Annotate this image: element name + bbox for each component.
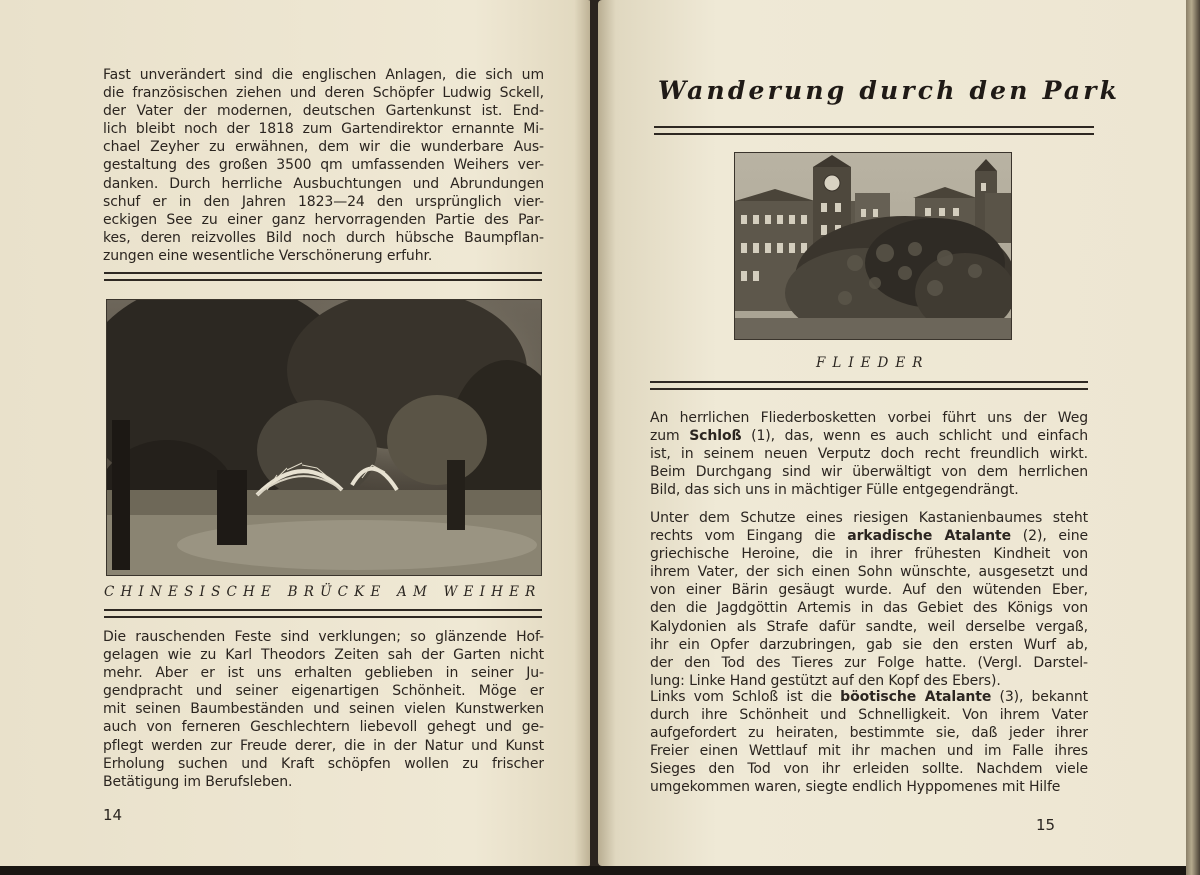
text-line: den die Jagdgöttin Artemis in das Gebiet des Königs von [650,600,1088,617]
text-line: chael Zeyher zu erwähnen, dem wir die wunderbare Aus- [103,139,544,156]
text-line: Freier einen Wettlauf mit ihr machen und im Falle ihres [650,743,1088,760]
text-line: Die rauschenden Feste sind verklungen; so glänzende Hof- [103,629,544,645]
right-photo-caption: FLIEDER [816,355,930,371]
text-line: gendpracht und seiner eigenartigen Schönheit. Möge er [103,683,544,700]
text-line: ihrem Vater, der sich einen Sohn wünschte, ausgesetzt und [650,564,1088,581]
left-page [0,0,592,866]
right-divider-bottom [650,381,1088,390]
text-line: der den Tod des Tieres zur Folge hatte. (Vergl. Darstel- [650,654,1088,671]
text-line: schuf er in den Jahren 1823—24 den ursprünglich vier- [103,193,544,210]
photo-flieder [734,152,1012,340]
text-line: umgekommen waren, siegte endlich Hyppomenes mit Hilfe [650,779,1061,796]
text-line: lich bleibt noch der 1818 zum Gartendirektor ernannte Mi- [103,121,544,138]
text-line: zungen eine wesentliche Verschönerung erfuhr. [103,247,433,264]
text-line: auch von ferneren Geschlechtern liebevoll gehegt und ge- [103,719,544,736]
right-paragraph-3 [650,688,1088,797]
left-divider-top [104,272,542,281]
text-line: der Vater der modernen, deutschen Gartenkunst ist. End- [103,103,544,120]
text-line: An herrlichen Fliederbosketten vorbei führt uns der Weg [650,410,1088,426]
left-photo-caption: CHINESISCHE BRÜCKE AM WEIHER [104,584,542,600]
text-line: Erholung suchen und Kraft schöpfen wollen zu frischer [103,755,544,772]
text-line: von einer Bärin gesäugt wurde. Auf den wütenden Eber, [650,582,1088,599]
text-line: ihr ein Opfer darzubringen, gab sie den ersten Wurf ab, [650,636,1088,653]
text-line: Bild, das sich uns in mächtiger Fülle entgegendrängt. [650,482,1019,499]
text-line: eckigen See zu einer ganz hervorragenden Partie des Par- [103,211,544,228]
text-line: mehr. Aber er ist uns erhalten geblieben in seiner Ju- [103,665,544,682]
text-line: mit seinen Baumbeständen und seinen vielen Kunstwerken [103,701,544,718]
page-title: Wanderung durch den Park [658,76,1121,105]
text-line: pflegt werden zur Freude derer, die in der Natur und Kunst [103,737,544,754]
right-divider-top [654,126,1094,135]
book-edge [1186,0,1200,875]
left-page-number: 14 [103,806,123,824]
chinese-bridge-image [107,300,541,575]
right-page-number: 15 [1036,816,1056,834]
left-paragraph-1 [103,66,544,265]
text-line: Unter dem Schutze eines riesigen Kastanienbaumes steht [650,510,1088,526]
text-line: danken. Durch herrliche Ausbuchtungen und Abrundungen [103,175,544,192]
text-line: Betätigung im Berufsleben. [103,773,293,790]
left-divider-bottom [104,609,542,618]
text-line: Kalydonien als Strafe dafür sandte, weil derselbe vergaß, [650,618,1088,635]
text-line: griechische Heroine, die in ihrer frühesten Kindheit von [650,546,1088,563]
text-line: Fast unverändert sind die englischen Anlagen, die sich um [103,67,544,83]
text-line: ist, in seinem neuen Verputz doch recht freundlich wirkt. [650,446,1088,463]
text-line: aufgefordert zu heiraten, bestimmte sie, daß jeder ihrer [650,725,1088,742]
text-line: durch ihre Schönheit und Schnelligkeit. Von ihrem Vater [650,707,1088,724]
left-paragraph-2 [103,628,544,791]
castle-lilac-image [735,153,1011,339]
text-line: Links vom Schloß ist die böotische Atalante (3), bekannt [650,689,1088,705]
text-line: gelagen wie zu Karl Theodors Zeiten sah der Garten nicht [103,647,544,664]
text-line: zum Schloß (1), das, wenn es auch schlicht und einfach [650,428,1088,445]
right-paragraph-2 [650,509,1088,690]
text-line: rechts vom Eingang die arkadische Atalante (2), eine [650,528,1088,545]
text-line: lung: Linke Hand gestützt auf den Kopf des Ebers). [650,672,1001,689]
text-line: Sieges den Tod von ihr erleiden sollte. Nachdem viele [650,761,1088,778]
right-paragraph-1 [650,409,1088,499]
text-line: die französischen ziehen und deren Schöpfer Ludwig Sckell, [103,85,544,102]
text-line: gestaltung des großen 3500 qm umfassenden Weihers ver- [103,157,544,174]
text-line: kes, deren reizvolles Bild noch durch hübsche Baumpflan- [103,229,544,246]
right-page [598,0,1194,866]
text-line: Beim Durchgang sind wir überwältigt von dem herrlichen [650,464,1088,481]
photo-chinese-bridge [106,299,542,576]
